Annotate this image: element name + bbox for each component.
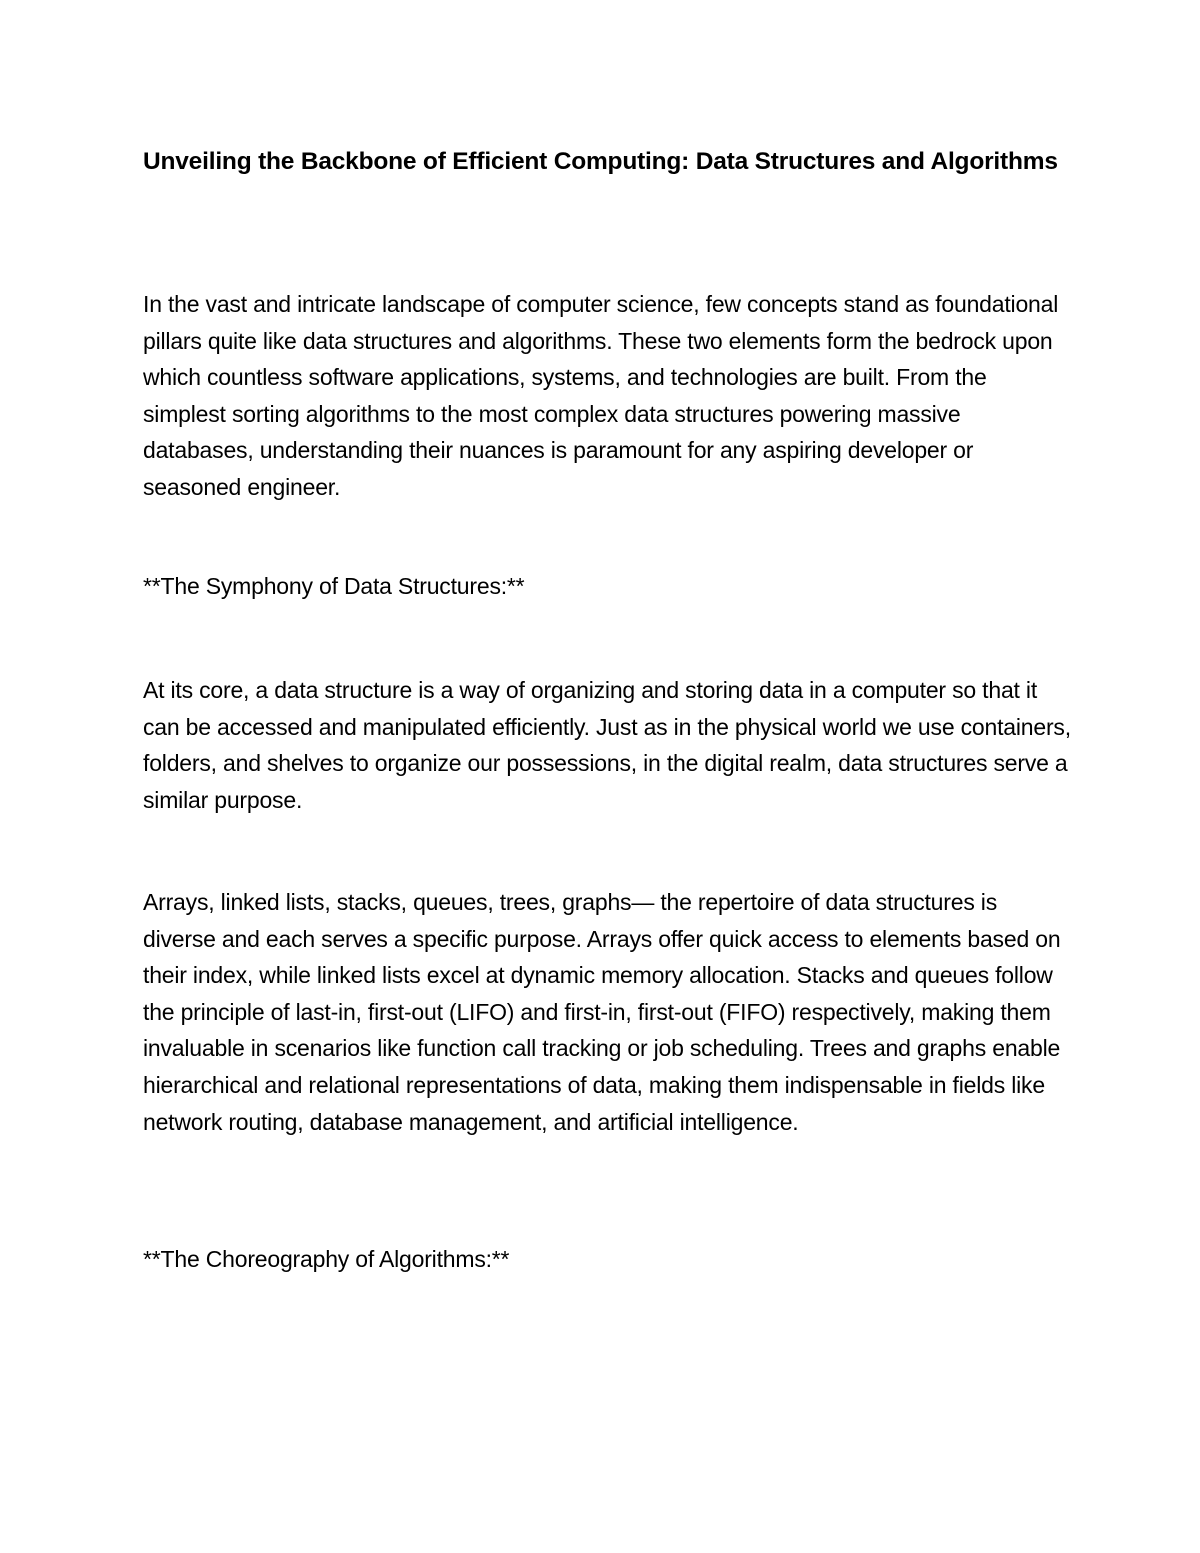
algorithms-heading: **The Choreography of Algorithms:** [143,1246,510,1272]
document-title: Unveiling the Backbone of Efficient Computing: Data Structures and Algorithms [143,148,1058,175]
intro-paragraph: In the vast and intricate landscape of computer science, few concepts stand as foundational pillars quite like data structures and algorithms. These two elements form the bedrock upon which countless software applications, systems, and technologies are built. From the simplest sorting algorithms to the most complex data structures powering massive databases, understanding their nuances is paramount for any aspiring developer or seasoned engineer. [143,291,1059,500]
data-structure-types-paragraph: Arrays, linked lists, stacks, queues, trees, graphs— the repertoire of data structures is diverse and each serves a specific purpose. Arrays offer quick access to elements based on their index, while linked lists excel at dynamic memory allocation. Stacks and queues follow the principle of last-in, first-out (LIFO) and first-in, first-out (FIFO) respectively, making them invaluable in scenarios like function call tracking or job scheduling. Trees and graphs enable hierarchical and relational representations of data, making them indispensable in fields like network routing, database management, and artificial intelligence. [143,889,1061,1135]
data-structures-heading: **The Symphony of Data Structures:** [143,573,525,599]
data-structure-definition-paragraph: At its core, a data structure is a way of organizing and storing data in a computer so that it can be accessed and manipulated efficiently. Just as in the physical world we use containers, folders, and shelves to organize our possessions, in the digital realm, data structures serve a similar purpose. [143,677,1071,813]
